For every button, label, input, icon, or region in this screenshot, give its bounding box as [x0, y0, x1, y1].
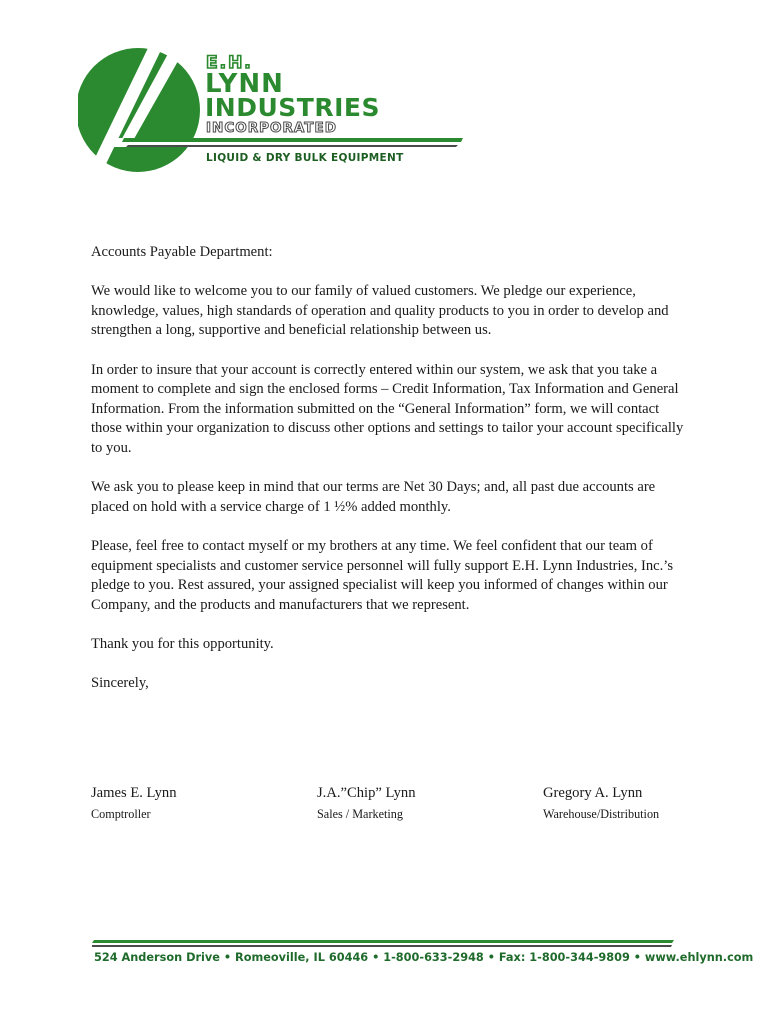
signatory-title: Comptroller: [91, 807, 151, 821]
logo-lynn: LYNN: [205, 69, 284, 99]
footer-rule: [92, 938, 676, 948]
logo-eh: E.H.: [206, 53, 253, 73]
logo-tagline: LIQUID & DRY BULK EQUIPMENT: [206, 152, 404, 164]
company-logo: [78, 46, 468, 176]
signatory: [543, 784, 659, 822]
logo-rule: [122, 138, 463, 142]
logo-incorporated: INCORPORATED: [206, 120, 337, 136]
signatory-title: Sales / Marketing: [317, 807, 403, 821]
paragraph: Please, feel free to contact myself or my brothers at any time. We feel confident that our team of equipment specialists and customer service personnel will fully support E.H. Lynn Industries, Inc.’s pledge to you. Rest assured, your assigned specialist will keep you informed of changes within our Company, and the products and manufacturers that we represent.: [91, 537, 674, 613]
signatory-name: Gregory A. Lynn: [543, 785, 643, 801]
salutation: Accounts Payable Department:: [91, 244, 273, 260]
logo-industries: INDUSTRIES: [205, 93, 380, 122]
signatory-name: James E. Lynn: [91, 785, 177, 801]
signatory: [91, 784, 177, 822]
signatory-name: J.A.”Chip” Lynn: [317, 785, 416, 801]
letter-body: [91, 243, 691, 713]
signatory-title: Warehouse/Distribution: [543, 807, 660, 821]
paragraph: We ask you to please keep in mind that our terms are Net 30 Days; and, all past due accounts are placed on hold with a service charge of 1 ½% added monthly.: [91, 479, 656, 515]
paragraph: Thank you for this opportunity.: [91, 635, 274, 652]
signatory: [317, 784, 416, 822]
logo-rule: [126, 145, 458, 147]
footer-address: 524 Anderson Drive • Romeoville, IL 60446 • 1-800-633-2948 • Fax: 1-800-344-9809 • www.ehlynn.com: [94, 951, 754, 964]
closing: Sincerely,: [91, 675, 149, 692]
paragraph: We would like to welcome you to our family of valued customers. We pledge our experience, knowledge, values, high standards of operation and quality products to you in order to develop and strengthen a long, supportive and beneficial relationship between us.: [91, 283, 669, 339]
paragraph: In order to insure that your account is correctly entered within our system, we ask that you take a moment to complete and sign the enclosed forms – Credit Information, Tax Information and General Information. From the information submitted on the “General Information” form, we will contact those within your organization to discuss other options and settings to tailor your account specifically to you.: [91, 361, 684, 456]
